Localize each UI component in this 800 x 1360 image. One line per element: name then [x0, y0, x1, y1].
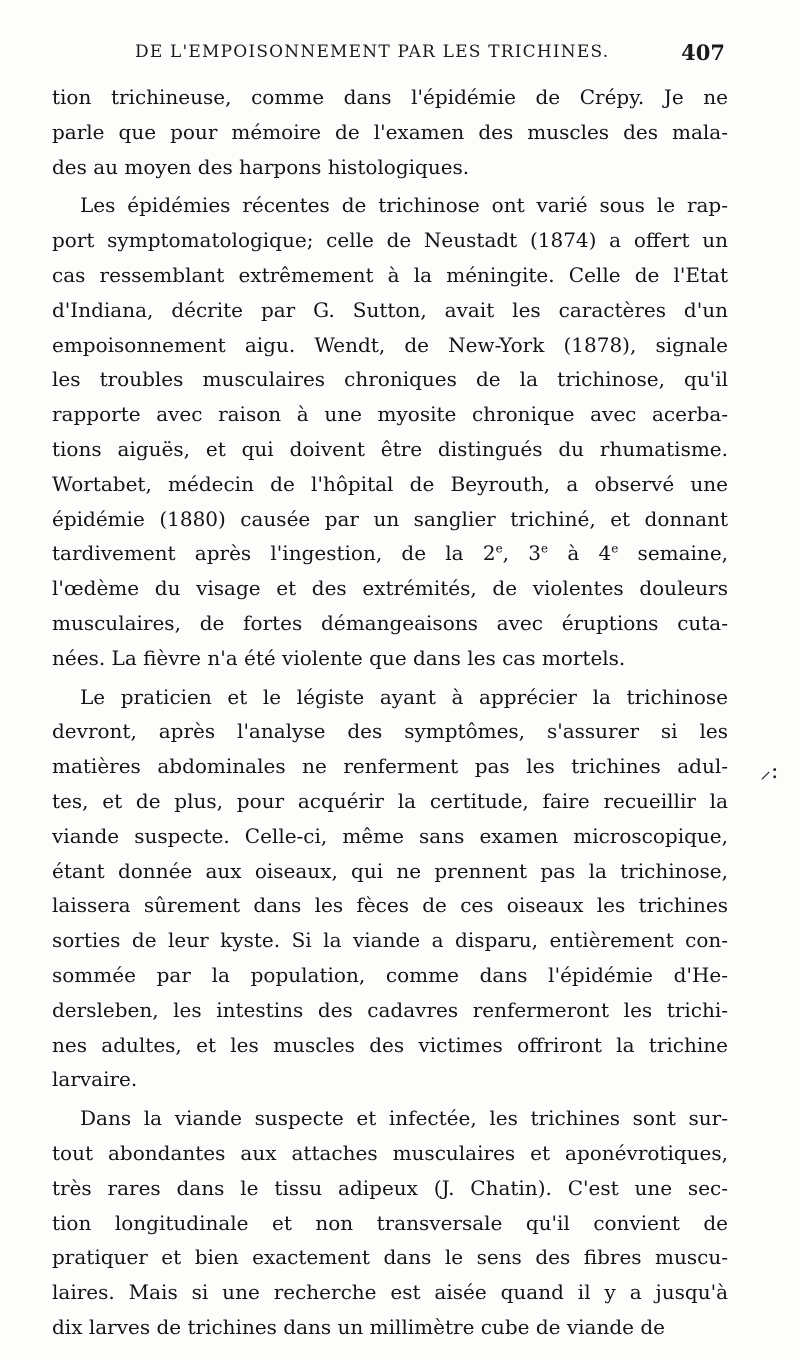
paragraph — [52, 1101, 728, 1345]
text-line: l'œdème du visage et des extrémités, de violentes douleurs — [52, 576, 728, 601]
text-line: Wortabet, médecin de l'hôpital de Beyrouth, a observé une — [52, 471, 728, 496]
text-line: Les épidémies récentes de trichinose ont varié sous le rap- — [80, 193, 728, 218]
text-line: pratiquer et bien exactement dans le sens des fibres muscu- — [52, 1245, 728, 1270]
text-line: tout abondantes aux attaches musculaires et aponévrotiques, — [52, 1140, 728, 1165]
text-line: larvaire. — [52, 1067, 138, 1092]
text-line: port symptomatologique; celle de Neustadt (1874) a offert un — [52, 228, 728, 253]
text-line: épidémie (1880) causée par un sanglier trichiné, et donnant — [52, 506, 728, 531]
text-line: Dans la viande suspecte et infectée, les trichines sont sur- — [80, 1106, 728, 1131]
text-line: étant donnée aux oiseaux, qui ne prennent pas la trichinose, — [52, 858, 728, 883]
running-header — [135, 42, 725, 72]
text-line: nées. La fièvre n'a été violente que dans les cas mortels. — [52, 645, 626, 670]
running-title: DE L'EMPOISONNEMENT PAR LES TRICHINES. — [135, 42, 610, 62]
text-line: empoisonnement aigu. Wendt, de New-York (1878), signale — [52, 332, 728, 357]
text-line: les troubles musculaires chroniques de la trichinose, qu'il — [52, 367, 728, 392]
text-line: devront, après l'analyse des symptômes, s'assurer si les — [52, 719, 728, 744]
text-line: matières abdominales ne renferment pas les trichines adul- — [52, 754, 728, 779]
text-line: tardivement après l'ingestion, de la 2e, 3e à 4e semaine, — [52, 541, 728, 566]
text-line: Le praticien et le légiste ayant à apprécier la trichinose — [80, 684, 728, 709]
text-line: sorties de leur kyste. Si la viande a disparu, entièrement con- — [52, 928, 728, 953]
text-line: tions aiguës, et qui doivent être distingués du rhumatisme. — [52, 436, 728, 461]
text-line: viande suspecte. Celle-ci, même sans examen microscopique, — [52, 823, 728, 848]
text-line: tion longitudinale et non transversale qu'il convient de — [52, 1210, 728, 1235]
page-number: 407 — [681, 40, 725, 65]
body-text — [52, 80, 728, 1345]
text-line: sommée par la population, comme dans l'épidémie d'He- — [52, 962, 728, 987]
margin-annotation-mark: ⸝: — [760, 759, 779, 784]
text-line: cas ressemblant extrêmement à la méningite. Celle de l'Etat — [52, 262, 728, 287]
text-line: laissera sûrement dans les fèces de ces oiseaux les trichines — [52, 893, 728, 918]
text-line: dix larves de trichines dans un millimètre cube de viande de — [52, 1314, 665, 1339]
text-line: musculaires, de fortes démangeaisons avec éruptions cuta- — [52, 610, 728, 635]
text-line: tes, et de plus, pour acquérir la certitude, faire recueillir la — [52, 788, 728, 813]
text-line: nes adultes, et les muscles des victimes offriront la trichine — [52, 1032, 728, 1057]
text-line: dersleben, les intestins des cadavres renfermeront les trichi- — [52, 997, 728, 1022]
text-line: tion trichineuse, comme dans l'épidémie de Crépy. Je ne — [52, 85, 728, 109]
text-line: laires. Mais si une recherche est aisée quand il y a jusqu'à — [52, 1280, 728, 1305]
text-line: des au moyen des harpons histologiques. — [52, 154, 470, 179]
paragraph — [52, 188, 728, 675]
text-line: d'Indiana, décrite par G. Sutton, avait les caractères d'un — [52, 297, 728, 322]
text-line: très rares dans le tissu adipeux (J. Chatin). C'est une sec- — [52, 1175, 728, 1200]
paragraph — [52, 80, 728, 184]
text-line: rapporte avec raison à une myosite chronique avec acerba- — [52, 402, 728, 427]
text-line: parle que pour mémoire de l'examen des muscles des mala- — [52, 119, 728, 144]
paragraph — [52, 680, 728, 1098]
